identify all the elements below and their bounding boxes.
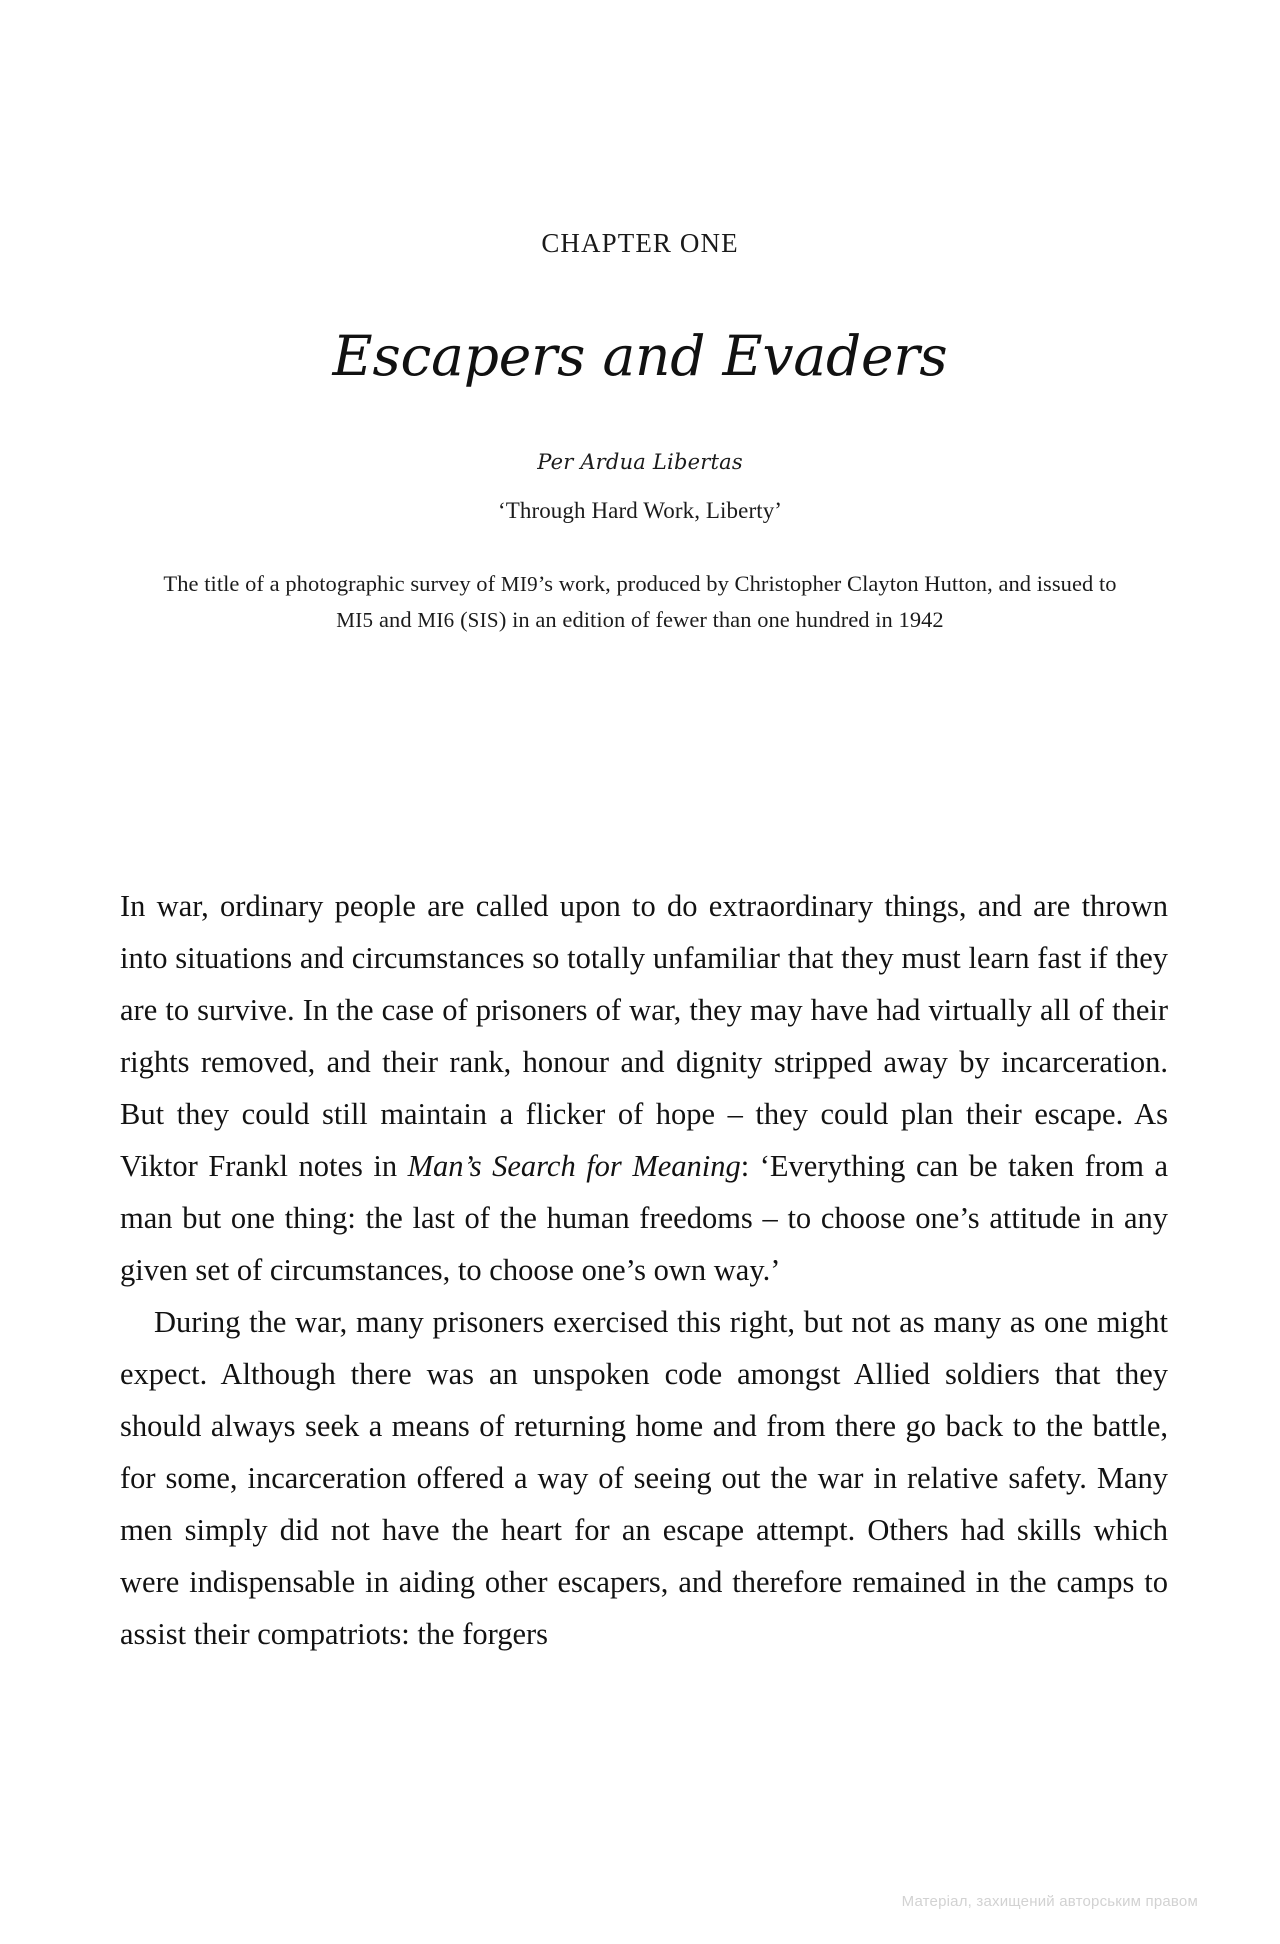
copyright-watermark: Матеріал, захищений авторським правом [901,1893,1198,1910]
attribution-text-part-2: ’s work, produced by Christopher Clayton Hutton, and issued to [537,571,1117,596]
paragraph-one [120,880,1168,1296]
attribution-agency-mi5: MI5 [336,608,374,633]
epigraph-translation: ‘Through Hard Work, Liberty’ [497,497,783,523]
epigraph-attribution [128,566,1152,639]
attribution-text-part-4: ( [454,607,468,633]
epigraph-latin-motto: Per Ardua Libertas [537,450,743,474]
attribution-text-part-5: ) in an edition of fewer than one hundred in 1942 [498,607,944,633]
attribution-agency-sis: SIS [467,608,499,633]
attribution-agency-mi6: MI6 [417,608,455,633]
attribution-text-part-3: and [373,607,418,633]
chapter-title: Escapers and Evaders [332,323,948,388]
book-title-reference: Man’s Search for Meaning [407,1149,741,1183]
chapter-label: CHAPTER ONE [541,228,739,258]
attribution-agency-mi9: MI9 [500,572,538,596]
paragraph-one-tail: : ‘Everything can be taken from a man but one thing: the last of the human freedoms – to choose one’s attitude in any given set of circumstances, to choose one’s own way.’ [120,1149,1168,1287]
epigraph-block [128,447,1152,639]
paragraph-two: During the war, many prisoners exercised this right, but not as many as one might expect. Although there was an unspoken code amongst Allied soldiers that they should always seek a means of returning home and from there go back to the battle, for some, incarceration offered a way of seeing out the war in relative safety. Many men simply did not have the heart for an escape attempt. Others had skills which were indispensable in aiding other escapers, and therefore remained in the camps to assist their compatriots: the forgers [120,1305,1168,1651]
attribution-text-part-1: The title of a photographic survey of [163,571,501,596]
paragraph-one-lead: In war, ordinary people are called upon to do extraordinary things, and are thrown into situations and circumstances so totally unfamiliar that they must learn fast if they are to survive. In the case of prisoners of war, they may have had virtually all of their rights removed, and their rank, honour and dignity stripped away by incarceration. But they could still maintain a flicker of hope – they could plan their escape. As Viktor Frankl notes in [120,889,1168,1183]
body-text [120,880,1168,1660]
